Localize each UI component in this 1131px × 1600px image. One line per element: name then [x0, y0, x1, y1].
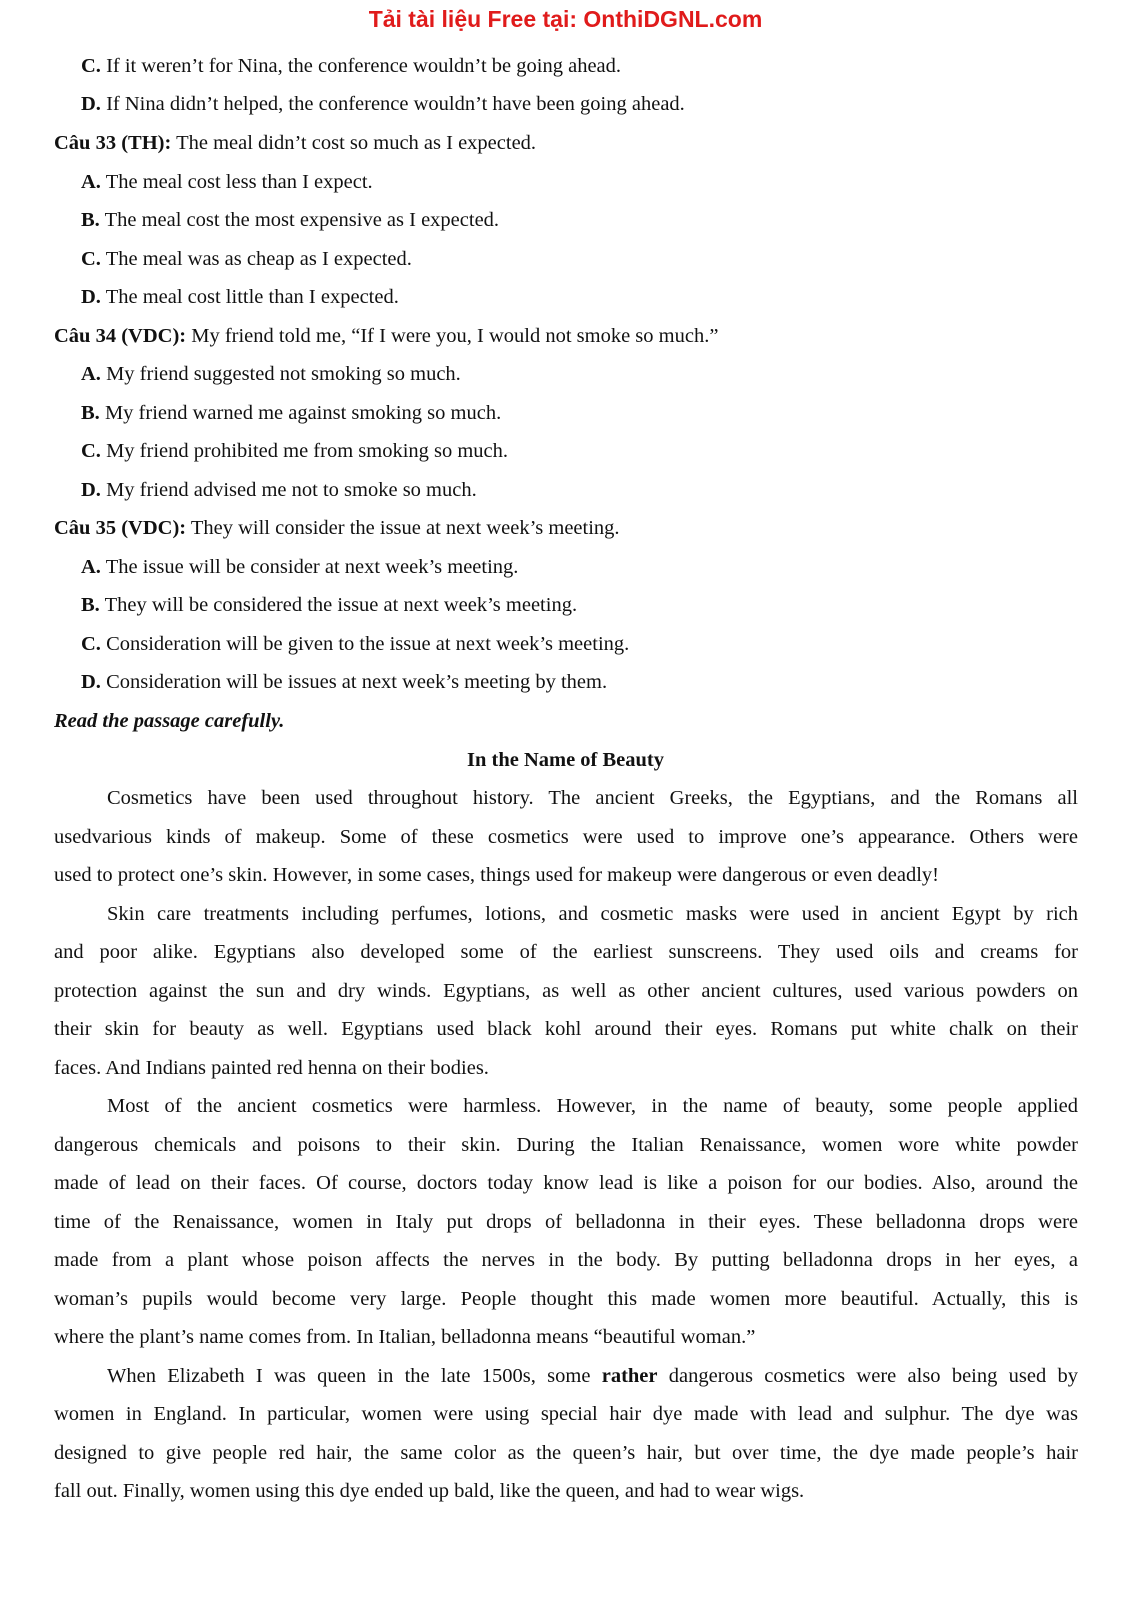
q35-label: Câu 35 (VDC): [54, 517, 187, 539]
q35-stem: Câu 35 (VDC): They will consider the issue at next week’s meeting. [54, 517, 620, 539]
passage-p4-line: fall out. Finally, women using this dye ended up bald, like the queen, and had to wear wigs. [54, 1480, 805, 1502]
reading-instruction: Read the passage carefully. [54, 710, 285, 732]
passage-p3-line: woman’s pupils would become very large. People thought this made women more beautiful. Actually, this is [54, 1288, 1078, 1310]
q35-option-d: D. Consideration will be issues at next week’s meeting by them. [81, 671, 608, 693]
passage-p4-line: women in England. In particular, women were using special hair dye made with lead and sulphur. The dye was [54, 1403, 1078, 1425]
passage-p3-line: time of the Renaissance, women in Italy put drops of belladonna in their eyes. These belladonna drops were [54, 1211, 1078, 1233]
passage-p1-line: used to protect one’s skin. However, in some cases, things used for makeup were dangerous or even deadly! [54, 864, 939, 886]
q34-label: Câu 34 (VDC): [54, 325, 187, 347]
q34-option-a: A. My friend suggested not smoking so much. [81, 363, 461, 385]
passage-p3-line: Most of the ancient cosmetics were harmless. However, in the name of beauty, some people applied [107, 1095, 1078, 1117]
q32-option-c: C. If it weren’t for Nina, the conference wouldn’t be going ahead. [81, 55, 622, 77]
q35-option-b: B. They will be considered the issue at next week’s meeting. [81, 594, 578, 616]
q33-stem: Câu 33 (TH): The meal didn’t cost so much as I expected. [54, 132, 537, 154]
q33-option-c: C. The meal was as cheap as I expected. [81, 248, 412, 270]
q33-option-d: D. The meal cost little than I expected. [81, 286, 399, 308]
passage-p4-line: When Elizabeth I was queen in the late 1500s, some rather dangerous cosmetics were also being used by [107, 1365, 1078, 1387]
passage-p3-line: where the plant’s name comes from. In Italian, belladonna means “beautiful woman.” [54, 1326, 756, 1348]
passage-p2-line: their skin for beauty as well. Egyptians used black kohl around their eyes. Romans put white chalk on their [54, 1018, 1078, 1040]
q34-option-b: B. My friend warned me against smoking so much. [81, 402, 502, 424]
passage-p3-line: made from a plant whose poison affects the nerves in the body. By putting belladonna drops in her eyes, a [54, 1249, 1078, 1271]
q32-option-d: D. If Nina didn’t helped, the conference wouldn’t have been going ahead. [81, 93, 685, 115]
passage-title: In the Name of Beauty [466, 749, 664, 771]
passage-p2-line: and poor alike. Egyptians also developed some of the earliest sunscreens. They used oils and creams for [54, 941, 1078, 963]
highlighted-word-rather: rather [601, 1365, 658, 1387]
passage-p4-line: designed to give people red hair, the same color as the queen’s hair, but over time, the dye made people’s hair [54, 1442, 1078, 1464]
q33-label: Câu 33 (TH): [54, 132, 172, 154]
site-header-link[interactable]: Tải tài liệu Free tại: OnthiDGNL.com [368, 6, 763, 32]
passage-p3-line: made of lead on their faces. Of course, doctors today know lead is like a poison for our bodies. Also, around the [54, 1172, 1078, 1194]
q34-option-c: C. My friend prohibited me from smoking so much. [81, 440, 509, 462]
q34-option-d: D. My friend advised me not to smoke so much. [81, 479, 477, 501]
passage-p3-line: dangerous chemicals and poisons to their skin. During the Italian Renaissance, women wore white powder [54, 1134, 1078, 1156]
passage-p2-line: faces. And Indians painted red henna on their bodies. [54, 1057, 489, 1079]
q33-option-a: A. The meal cost less than I expect. [81, 171, 373, 193]
q35-option-c: C. Consideration will be given to the issue at next week’s meeting. [81, 633, 630, 655]
passage-p1-line: Cosmetics have been used throughout history. The ancient Greeks, the Egyptians, and the Romans all [107, 787, 1078, 809]
q33-option-b: B. The meal cost the most expensive as I expected. [81, 209, 500, 231]
q34-stem: Câu 34 (VDC): My friend told me, “If I were you, I would not smoke so much.” [54, 325, 719, 347]
passage-p2-line: Skin care treatments including perfumes, lotions, and cosmetic masks were used in ancient Egypt by rich [107, 903, 1078, 925]
passage-p2-line: protection against the sun and dry winds. Egyptians, as well as other ancient cultures, used various powders on [54, 980, 1078, 1002]
passage-p1-line: usedvarious kinds of makeup. Some of these cosmetics were used to improve one’s appearance. Others were [54, 826, 1078, 848]
q35-option-a: A. The issue will be consider at next week’s meeting. [81, 556, 519, 578]
